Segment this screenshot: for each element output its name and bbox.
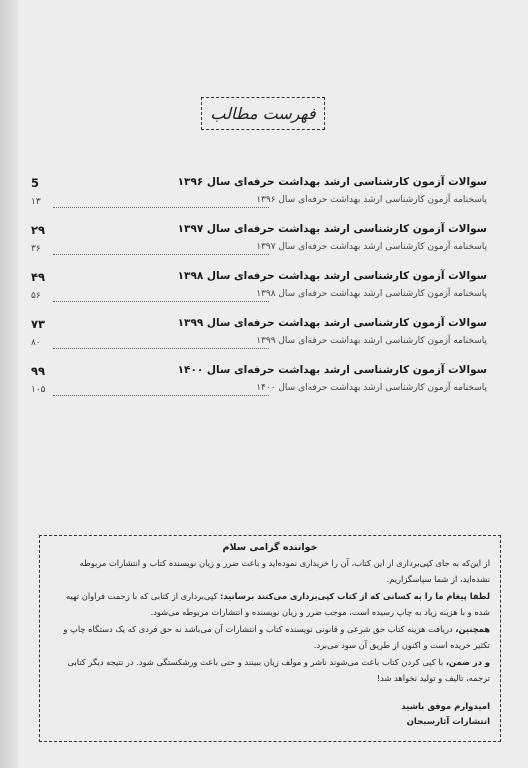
toc-entry-page: ۲۹ (31, 223, 46, 237)
table-of-contents (31, 176, 487, 411)
notice-text: دریافت هزینه کتاب حق شرعی و قانونی نویسنده کتاب و انتشارات آن می‌باشد نه حق فردی که یک دستگاه چاپ و تکثیر خریده است و اکنون از طریق آن سود می‌برد. (63, 624, 490, 650)
toc-subentry-title: پاسخنامه آزمون کارشناسی ارشد بهداشت حرفه‌ای سال ۱۳۹۹ (256, 336, 487, 346)
toc-title-box (201, 97, 325, 130)
toc-entry-page: ۹۹ (31, 364, 46, 378)
notice-bold-text: و در ضمن، (445, 657, 490, 667)
notice-paragraph (50, 655, 490, 686)
reader-notice-box (39, 535, 501, 742)
notice-paragraph (50, 622, 490, 653)
toc-entry-title: سوالات آزمون کارشناسی ارشد بهداشت حرفه‌ای سال ۱۳۹۷ (177, 223, 487, 235)
toc-subentry-title: پاسخنامه آزمون کارشناسی ارشد بهداشت حرفه‌ای سال ۱۴۰۰ (256, 383, 487, 393)
notice-paragraph (50, 556, 490, 587)
toc-subentry-title: پاسخنامه آزمون کارشناسی ارشد بهداشت حرفه‌ای سال ۱۳۹۶ (256, 195, 487, 205)
page-title: فهرست مطالب (210, 104, 316, 123)
toc-entry[interactable] (31, 270, 487, 317)
notice-text: با کپی کردن کتاب باعث می‌شوند ناشر و مولف زیان ببینند و حتی باعث ورشکستگی شود. در نتیجه دیگر کتابی ترجمه، تالیف و تولید نخواهد شد! (67, 657, 490, 683)
notice-closing: امیدوارم موفق باشید (401, 702, 490, 712)
toc-entry[interactable] (31, 364, 487, 411)
toc-entry-title: سوالات آزمون کارشناسی ارشد بهداشت حرفه‌ای سال ۱۳۹۸ (177, 270, 487, 282)
notice-text: از این‌که به جای کپی‌برداری از این کتاب، آن را خریداری نموده‌اید و باعث ضرر و زیان نویسنده کتاب و انتشارات مربوطه نشده‌اید، از شما سپاسگزاریم. (79, 558, 490, 584)
toc-entry[interactable] (31, 223, 487, 270)
toc-entry-page: ۴۹ (31, 270, 46, 284)
dot-leader (53, 395, 269, 396)
dot-leader (53, 207, 269, 208)
notice-text: کپی‌برداری از کتابی که با زحمت فراوان تهیه شده و با هزینه زیاد به چاپ رسیده است، موجب ضرر و زیان نویسنده و انتشارات مربوطه می‌شود. (66, 591, 490, 617)
toc-subentry-page: ۱۳ (31, 197, 41, 207)
notice-bold-text: همچنین، (455, 624, 490, 634)
notice-bold-text: لطفا پیغام ما را به کسانی که از کتاب کپی‌برداری می‌کنند برسانید: (220, 591, 490, 601)
notice-publisher: انتشارات آثارسبحان (406, 717, 490, 727)
toc-entry[interactable] (31, 176, 487, 223)
toc-subentry-page: ۸۰ (31, 338, 41, 348)
toc-entry[interactable] (31, 317, 487, 364)
toc-subentry-title: پاسخنامه آزمون کارشناسی ارشد بهداشت حرفه‌ای سال ۱۳۹۷ (256, 242, 487, 252)
dot-leader (53, 301, 269, 302)
toc-subentry-page: ۱۰۵ (31, 385, 46, 395)
book-spine-shadow (0, 0, 18, 768)
toc-subentry-title: پاسخنامه آزمون کارشناسی ارشد بهداشت حرفه‌ای سال ۱۳۹۸ (256, 289, 487, 299)
toc-entry-page: ۷۳ (31, 317, 46, 331)
toc-entry-title: سوالات آزمون کارشناسی ارشد بهداشت حرفه‌ای سال ۱۴۰۰ (177, 364, 487, 376)
notice-greeting: خواننده گرامی سلام (222, 542, 318, 553)
toc-entry-title: سوالات آزمون کارشناسی ارشد بهداشت حرفه‌ای سال ۱۳۹۶ (177, 176, 487, 188)
toc-subentry-page: ۳۶ (31, 244, 41, 254)
toc-subentry-page: ۵۶ (31, 291, 41, 301)
dot-leader (53, 348, 269, 349)
toc-entry-title: سوالات آزمون کارشناسی ارشد بهداشت حرفه‌ای سال ۱۳۹۹ (177, 317, 487, 329)
dot-leader (53, 254, 269, 255)
toc-entry-page: 5 (31, 176, 40, 190)
notice-paragraph (50, 589, 490, 620)
notice-signature (50, 700, 490, 730)
